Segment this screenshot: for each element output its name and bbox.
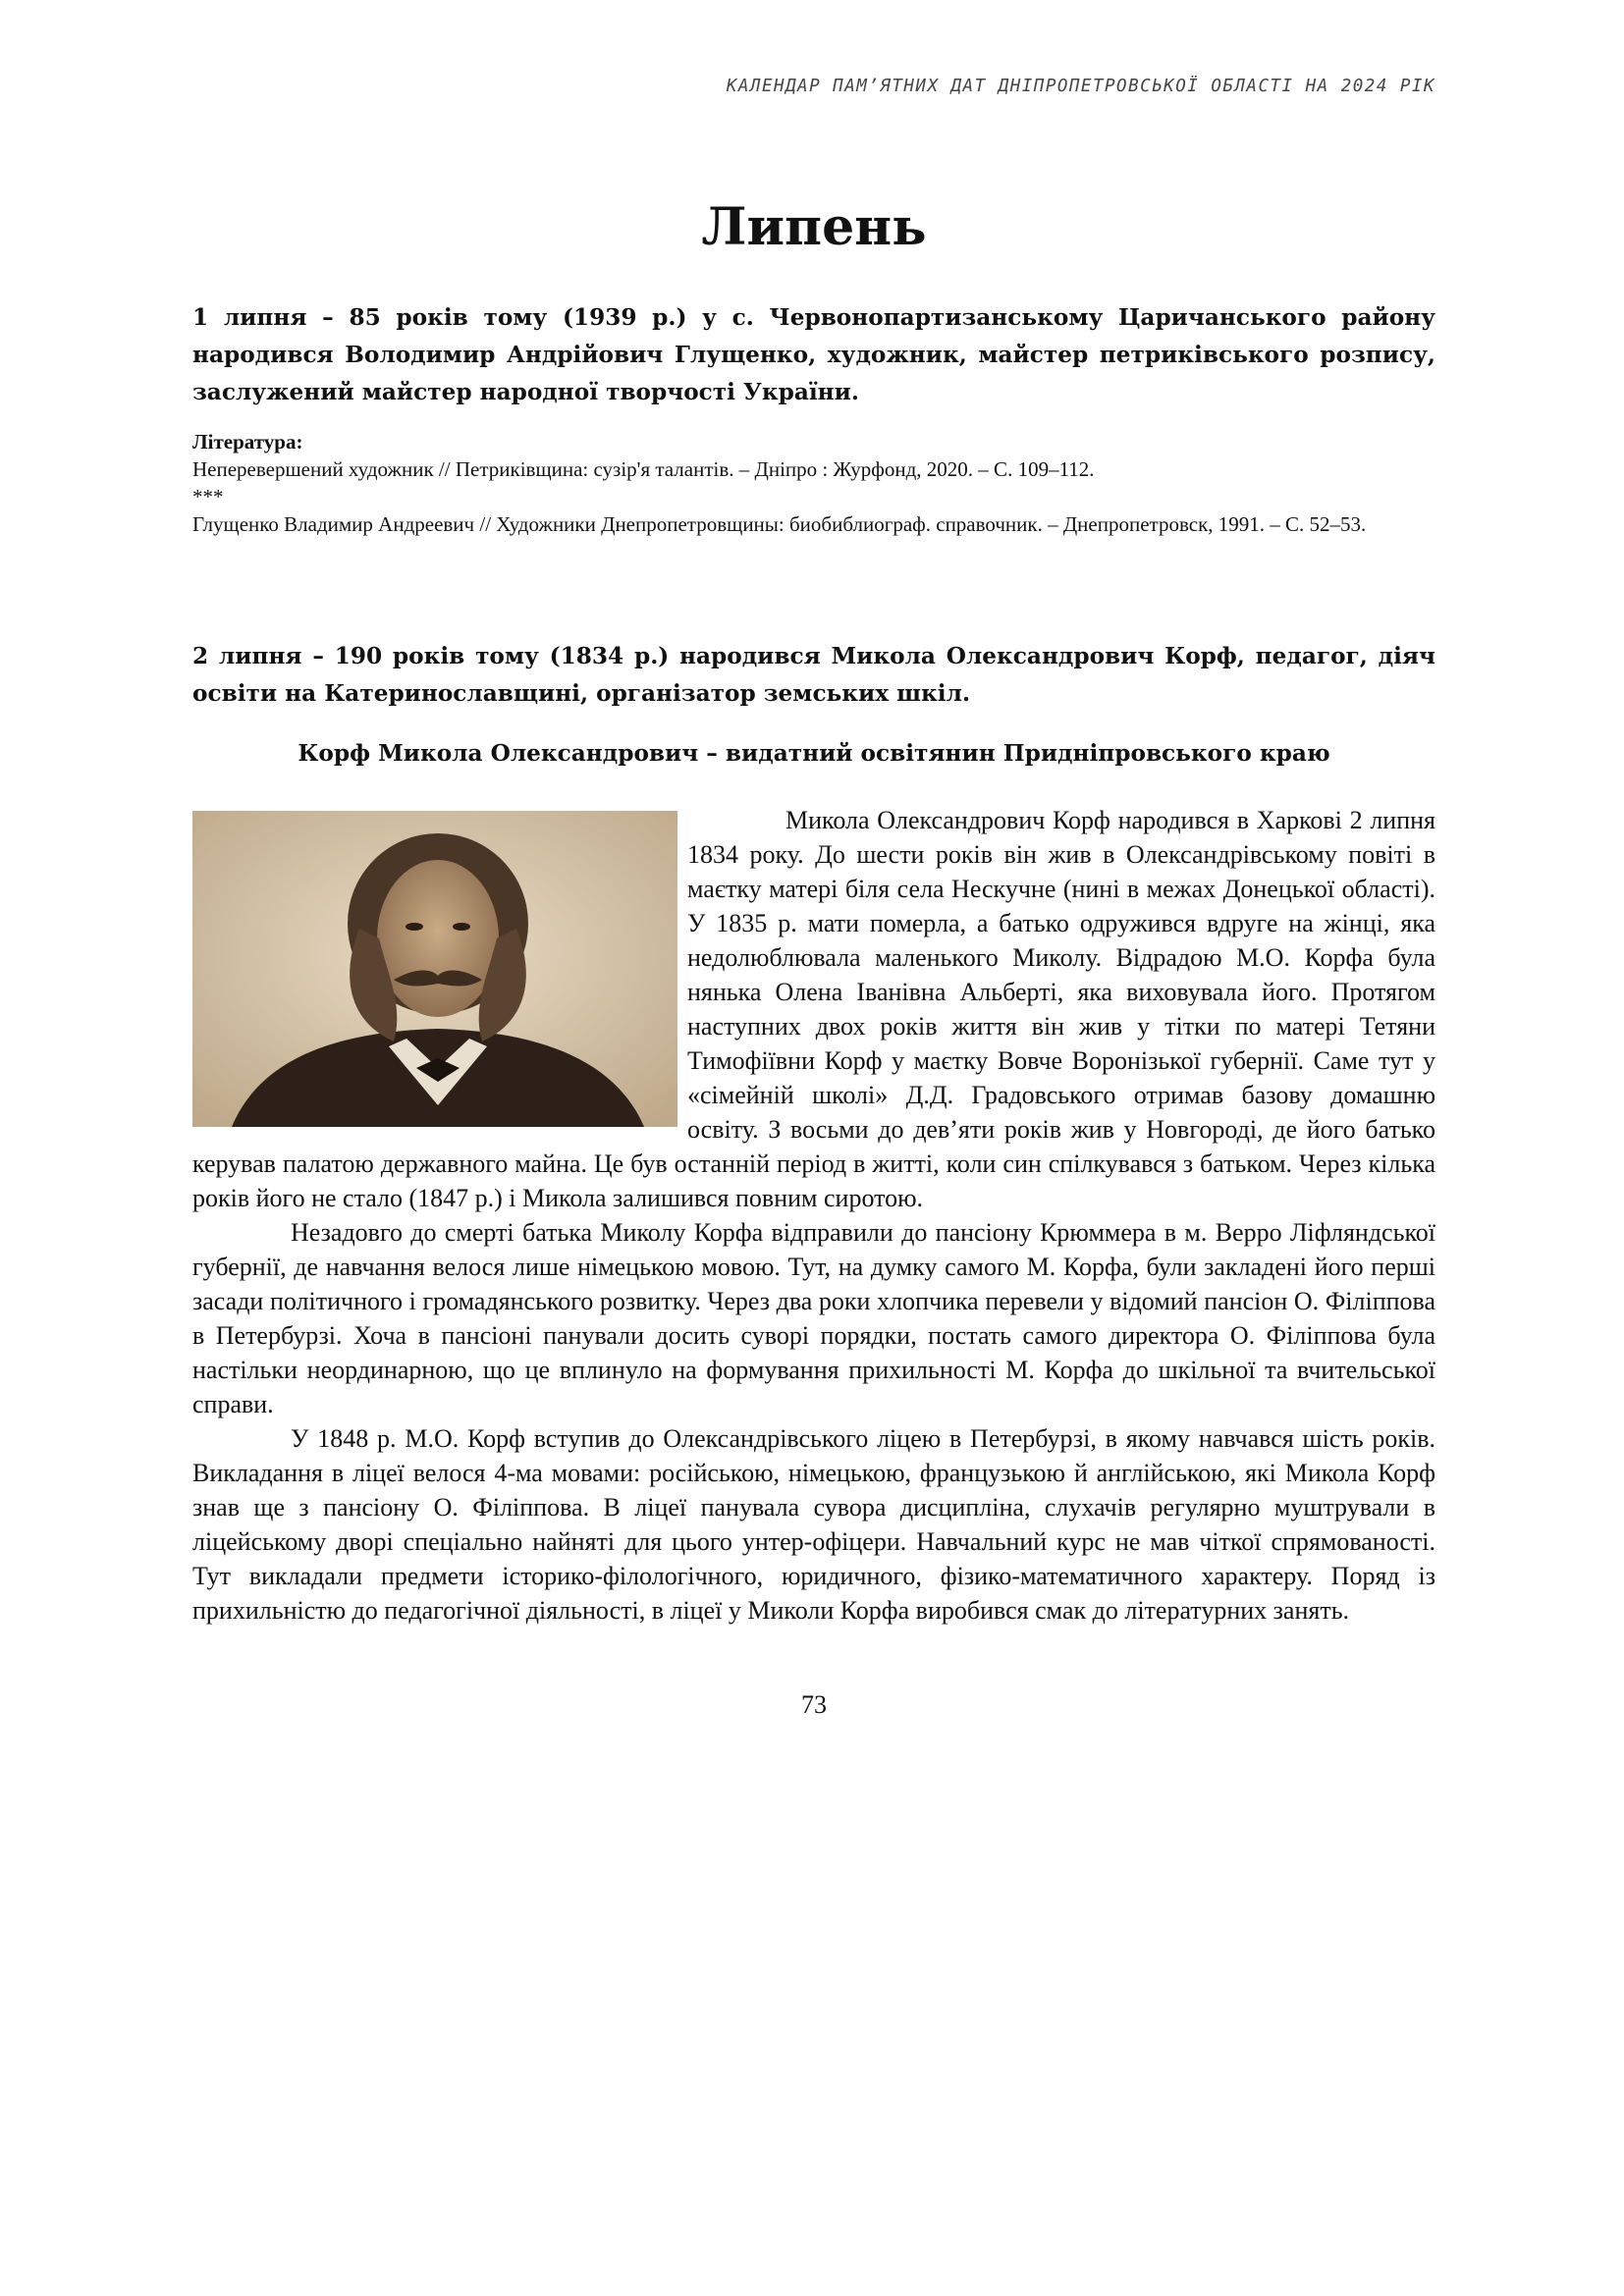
article-paragraph: У 1848 р. М.О. Корф вступив до Олександрівського ліцею в Петербурзі, в якому навчався шість років. Викладання в ліцеї велося 4-ма мовами: російською, німецькою, французькою й англійською, які Микола Корф знав ще з пансіону О. Філіппова. В ліцеї панувала сувора дисципліна, слухачів регулярно муштрували в ліцейському дворі спеціально найняті для цього унтер-офіцери. Навчальний курс не мав чіткої спрямованості. Тут викладали предмети історико-філологічного, юридичного, фізико-математичного характеру. Поряд із прихильністю до педагогічної діяльності, в ліцеї у Миколи Корфа виробився смак до літературних занять.	[192, 1424, 1435, 1625]
event-entry-july-2: 2 липня – 190 років тому (1834 р.) народився Микола Олександрович Корф, педагог, діяч освіти на Катеринославщині, організатор земських шкіл.	[192, 643, 1435, 707]
portrait-photo	[192, 811, 677, 1127]
literature-item: Глущенко Владимир Андреевич // Художники Днепропетровщины: биобиблиограф. справочник. – Днепропетровск, 1991. – С. 52–53.	[192, 512, 1367, 536]
literature-block	[192, 428, 1435, 538]
literature-item: Неперевершений художник // Петриківщина: сузір'я талантів. – Дніпро : Журфонд, 2020. – С. 109–112.	[192, 457, 1095, 481]
literature-heading: Література:	[192, 430, 303, 454]
event-entry-july-1: 1 липня – 85 років тому (1939 р.) у с. Червонопартизанському Царичанського району народився Володимир Андрійович Глущенко, художник, майстер петриківського розпису, заслужений майстер народної творчості України.	[192, 304, 1435, 405]
month-title: Липень	[701, 197, 927, 257]
article-paragraph: Незадовго до смерті батька Миколу Корфа відправили до пансіону Крюммера в м. Верро Ліфляндської губернії, де навчання велося лише німецькою мовою. Тут, на думку самого М. Корфа, були закладені його перші засади політичного і громадянського розвитку. Через два роки хлопчика перевели у відомий пансіон О. Філіппова в Петербурзі. Хоча в пансіоні панували досить суворі порядки, постать самого директора О. Філіппова була настільки неординарною, що це вплинуло на формування прихильності М. Корфа до шкільної та вчительської справи.	[192, 1218, 1435, 1418]
article-title: Корф Микола Олександрович – видатний освітянин Придніпровського краю	[298, 740, 1330, 767]
article-body	[192, 803, 1435, 1628]
literature-separator: ***	[192, 485, 224, 508]
article-paragraph: Микола Олександрович Корф народився в Харкові 2 липня 1834 року. До шести років він жив в Олександрівському повіті в маєтку матері біля села Нескучне (нині в межах Донецької області). У 1835 р. мати померла, а батько одружився вдруге на жінці, яка недолюблювала маленького Миколу. Відрадою М.О. Корфа була нянька Олена Іванівна Альберті, яка виховувала його. Протягом наступних двох років життя він жив у тітки по матері Тетяни Тимофіївни Корф у маєтку Вовче Воронізької губернії. Саме тут у «сімейній школі» Д.Д. Градовського отримав базову домашню освіту. З восьми до дев’яти років жив у Новгороді, де його батько керував палатою державного майна. Це був останній період в житті, коли син спілкувався з батьком. Через кілька років його не стало (1847 р.) і Микола залишився повним сиротою.	[192, 806, 1435, 1212]
page-number: 73	[801, 1690, 827, 1719]
running-head: КАЛЕНДАР ПАМ’ЯТНИХ ДАТ ДНІПРОПЕТРОВСЬКОЇ ОБЛАСТІ НА 2024 РІК	[726, 77, 1435, 96]
